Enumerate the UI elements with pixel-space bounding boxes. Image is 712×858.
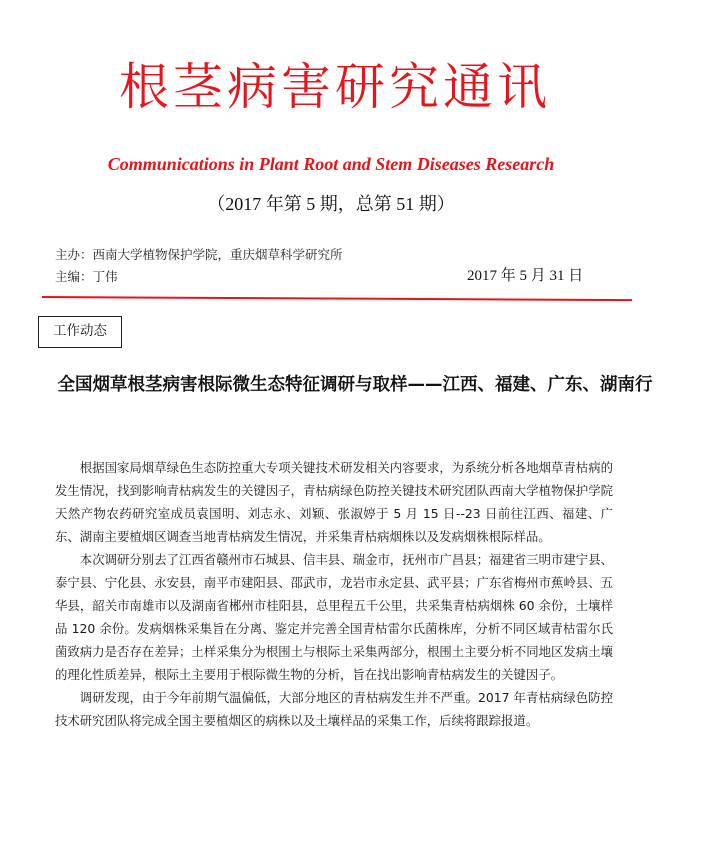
newsletter-title: 根茎病害研究通讯 — [119, 58, 551, 116]
header-divider — [42, 296, 632, 301]
issue-number: （2017 年第 5 期，总第 51 期） — [207, 194, 455, 214]
host-organizations: 主办：西南大学植物保护学院，重庆烟草科学研究所 — [55, 247, 343, 262]
section-label: 工作动态 — [38, 316, 122, 348]
article-paragraph: 本次调研分别去了江西省赣州市石城县、信丰县、瑞金市，抚州市广昌县；福建省三明市建宁县、泰宁县、宁化县、永安县，南平市建阳县、邵武市，龙岩市永定县、武平县；广东省梅州市蕉岭县、五华县，韶关市南雄市以及湖南省郴州市桂阳县，总里程五千公里，共采集青枯病烟株 60 余份，土壤样品 120 余份。发病烟株采集旨在分离、鉴定并完善全国青枯雷尔氏菌株库，分析不同区域青枯雷尔氏菌致病力是否存在差异；土样采集分为根围土与根际土采集两部分，根围土主要分析不同地区发病土壤的理化性质差异，根际土主要用于根际微生物的分析，旨在找出影响青枯病发生的关键因子。 — [55, 552, 613, 682]
article-paragraph: 调研发现，由于今年前期气温偏低，大部分地区的青枯病发生并不严重。2017 年青枯病绿色防控技术研究团队将完成全国主要植烟区的病株以及土壤样品的采集工作，后续将跟踪报道。 — [55, 690, 613, 728]
newsletter-title-english: Communications in Plant Root and Stem Diseases Research — [107, 154, 555, 174]
article-title: 全国烟草根茎病害根际微生态特征调研与取样——江西、福建、广东、湖南行 — [57, 375, 653, 395]
publication-date: 2017 年 5 月 31 日 — [467, 268, 584, 284]
article-paragraph: 根据国家局烟草绿色生态防控重大专项关键技术研发相关内容要求，为系统分析各地烟草青枯病的发生情况，找到影响青枯病发生的关键因子，青枯病绿色防控关键技术研究团队西南大学植物保护学院天然产物农药研究室成员袁国明、刘志永、刘颖、张淑婷于 5 月 15 日--23 日前往江西、福建、广东、湖南主要植烟区调查当地青枯病发生情况，并采集青枯病烟株以及发病烟株根际样品。 — [55, 460, 613, 544]
chief-editor: 主编：丁伟 — [55, 269, 118, 284]
article-body — [55, 456, 613, 732]
